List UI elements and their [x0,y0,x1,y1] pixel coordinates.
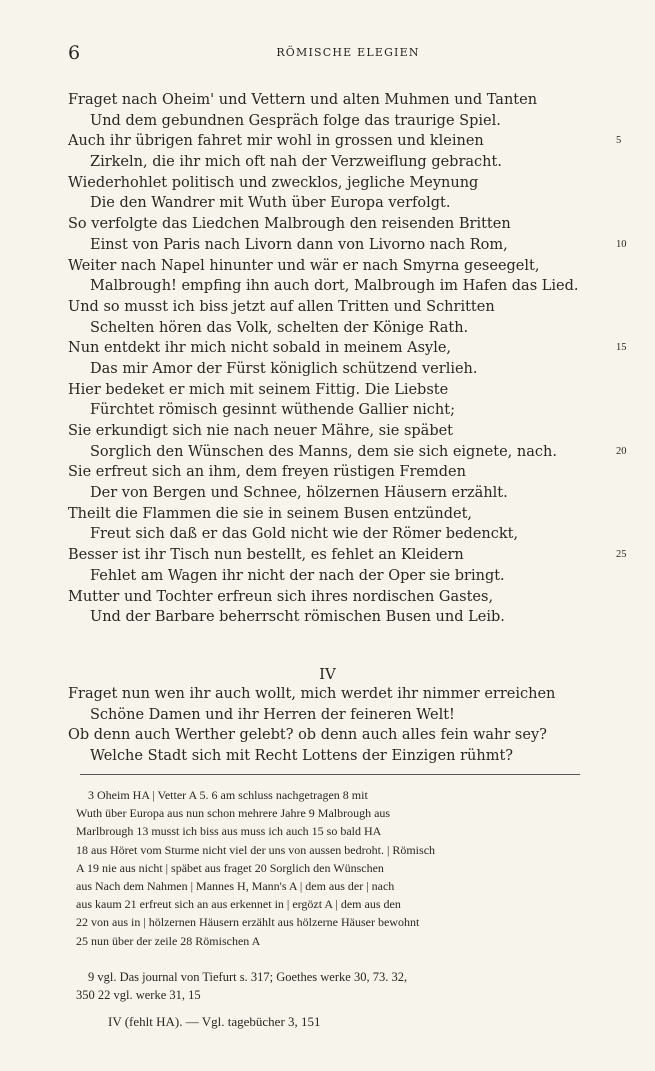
verse-line [68,235,627,256]
line-number: 5 [616,135,622,147]
verse-line-text: Fehlet am Wagen ihr nicht der nach der Oper sie bringt. [90,567,505,584]
verse-line [68,152,608,173]
source-note: IV (fehlt HA). — Vgl. tagebücher 3, 151 [108,1014,321,1029]
verse-line-text: Sie erfreut sich an ihm, dem freyen rüstigen Fremden [68,464,466,481]
line-number: 15 [616,342,627,354]
verse-line [68,111,608,132]
verse-line-text: Welche Stadt sich mit Recht Lottens der Einzigen rühmt? [90,748,514,765]
apparatus-line [76,932,588,950]
apparatus-line-text: 22 von aus in | hölzernen Häusern erzählt aus hölzerne Häuser bewohnt [76,915,420,930]
verse-line [68,421,608,442]
verse-line [68,483,608,504]
verse-line-text: Fraget nach Oheim' und Vettern und alten Muhmen und Tanten [68,92,538,108]
verse-line [68,193,608,214]
verse-line [68,566,608,587]
section-numeral: IV [319,665,336,683]
apparatus-line-text: 25 nun über der zeile 28 Römischen A [76,933,261,948]
verse-line [68,276,608,297]
verse-line [68,90,608,111]
verse-line [68,705,608,726]
verse-line-text: Theilt die Flammen die sie in seinem Busen entzündet, [68,505,473,522]
poem-text [68,90,627,628]
page-number: 6 [68,42,81,64]
verse-line-text: Die den Wandrer mit Wuth über Europa verfolgt. [90,195,451,212]
verse-line-text: Ob denn auch Werther gelebt? ob denn auch alles fein wahr sey? [68,727,547,744]
verse-line [68,256,608,277]
verse-line [68,173,608,194]
apparatus-line [76,913,588,931]
verse-line-text: Schelten hören das Volk, schelten der Könige Rath. [90,319,469,336]
verse-line-text: Und so musst ich biss jetzt auf allen Tritten und Schritten [68,298,495,315]
verse-line-text: Nun entdekt ihr mich nicht sobald in meinem Asyle, [68,340,452,357]
verse-line-text: Sie erkundigt sich nie nach neuer Mähre, sie späbet [68,423,454,439]
verse-line [68,524,608,545]
verse-line-text: Auch ihr übrigen fahret mir wohl in grossen und kleinen [68,133,484,150]
line-number: 10 [616,238,627,250]
verse-line [68,380,608,401]
verse-line [68,318,608,339]
verse-line [68,684,608,705]
apparatus-line-text: A 19 nie aus nicht | späbet aus fraget 20 Sorglich den Wünschen [76,860,384,875]
verse-line [68,214,608,235]
apparatus-line-text: 18 aus Höret vom Sturme nicht viel der uns von aussen bedroht. | Römisch [76,842,436,857]
verse-line-text: Einst von Paris nach Livorn dann von Livorno nach Rom, [90,236,508,253]
page-header [68,42,628,66]
verse-line-text: Wiederhohlet politisch und zwecklos, jegliche Meynung [68,174,479,191]
verse-line [68,746,608,767]
verse-line [68,359,608,380]
verse-line [68,462,608,483]
verse-line-text: Fraget nun wen ihr auch wollt, mich werdet ihr nimmer erreichen [68,686,556,702]
verse-line-text: Hier bedeket er mich mit seinem Fittig. Die Liebste [68,381,449,398]
verse-line [68,442,627,463]
apparatus-line-text: Wuth über Europa aus nun schon mehrere Jahre 9 Malbrough aus [76,806,391,821]
verse-line-text: Und dem gebundnen Gespräch folge das traurige Spiel. [90,112,501,129]
verse-line-text: Und der Barbare beherrscht römischen Busen und Leib. [90,609,505,626]
poem-iv-text [68,684,608,767]
verse-line-text: So verfolgte das Liedchen Malbrough den reisenden Britten [68,216,511,233]
verse-line [68,338,627,359]
apparatus-line [76,895,588,913]
verse-line [68,400,608,421]
apparatus-line-text: aus kaum 21 erfreut sich an aus erkennet in | ergözt A | dem aus den [76,897,401,912]
apparatus-line [76,804,588,822]
verse-line-text: Fürchtet römisch gesinnt wüthende Gallier nicht; [90,402,455,419]
line-number: 20 [616,445,627,457]
verse-line [68,131,622,152]
apparatus-line [76,841,588,859]
reference-line [76,968,588,986]
verse-line [68,504,608,525]
line-number: 25 [616,549,627,561]
apparatus-line [76,786,588,804]
verse-line [68,297,608,318]
verse-line-text: Malbrough! empfing ihn auch dort, Malbrough im Hafen das Lied. [90,278,579,295]
verse-line-text: Das mir Amor der Fürst königlich schützend verlieh. [90,360,478,377]
verse-line-text: Der von Bergen und Schnee, hölzernen Häusern erzählt. [90,485,508,502]
verse-line [68,545,627,566]
reference-line-text: 350 22 vgl. werke 31, 15 [76,988,201,1003]
reference-line [76,986,588,1004]
verse-line-text: Freut sich daß er das Gold nicht wie der Römer bedenckt, [90,526,519,543]
verse-line-text: Besser ist ihr Tisch nun bestellt, es fehlet an Kleidern [68,547,464,564]
verse-line-text: Sorglich den Wünschen des Manns, dem sie sich eignete, nach. [90,443,557,460]
references [76,968,588,1004]
apparatus-line-text: aus Nach dem Nahmen | Mannes H, Mann's A | dem aus der | nach [76,878,395,893]
verse-line [68,587,608,608]
verse-line [68,607,608,628]
verse-line-text: Mutter und Tochter erfreun sich ihres nordischen Gastes, [68,588,494,605]
apparatus-line-text: 3 Oheim HA | Vetter A 5. 6 am schluss nachgetragen 8 mit [88,788,368,802]
verse-line [68,725,608,746]
running-head: RÖMISCHE ELEGIEN [276,46,420,59]
apparatus-line [76,859,588,877]
footnote-divider [80,774,580,775]
apparatus-line [76,822,588,840]
apparatus-line-text: Marlbrough 13 musst ich biss aus muss ich auch 15 so bald HA [76,824,382,839]
apparatus-line [76,877,588,895]
verse-line-text: Weiter nach Napel hinunter und wär er nach Smyrna geseegelt, [68,257,540,274]
critical-apparatus [76,786,588,950]
reference-line-text: 9 vgl. Das journal von Tiefurt s. 317; Goethes werke 30, 73. 32, [88,970,408,984]
verse-line-text: Schöne Damen und ihr Herren der feineren Welt! [90,706,455,723]
verse-line-text: Zirkeln, die ihr mich oft nah der Verzweiflung gebracht. [90,154,502,171]
